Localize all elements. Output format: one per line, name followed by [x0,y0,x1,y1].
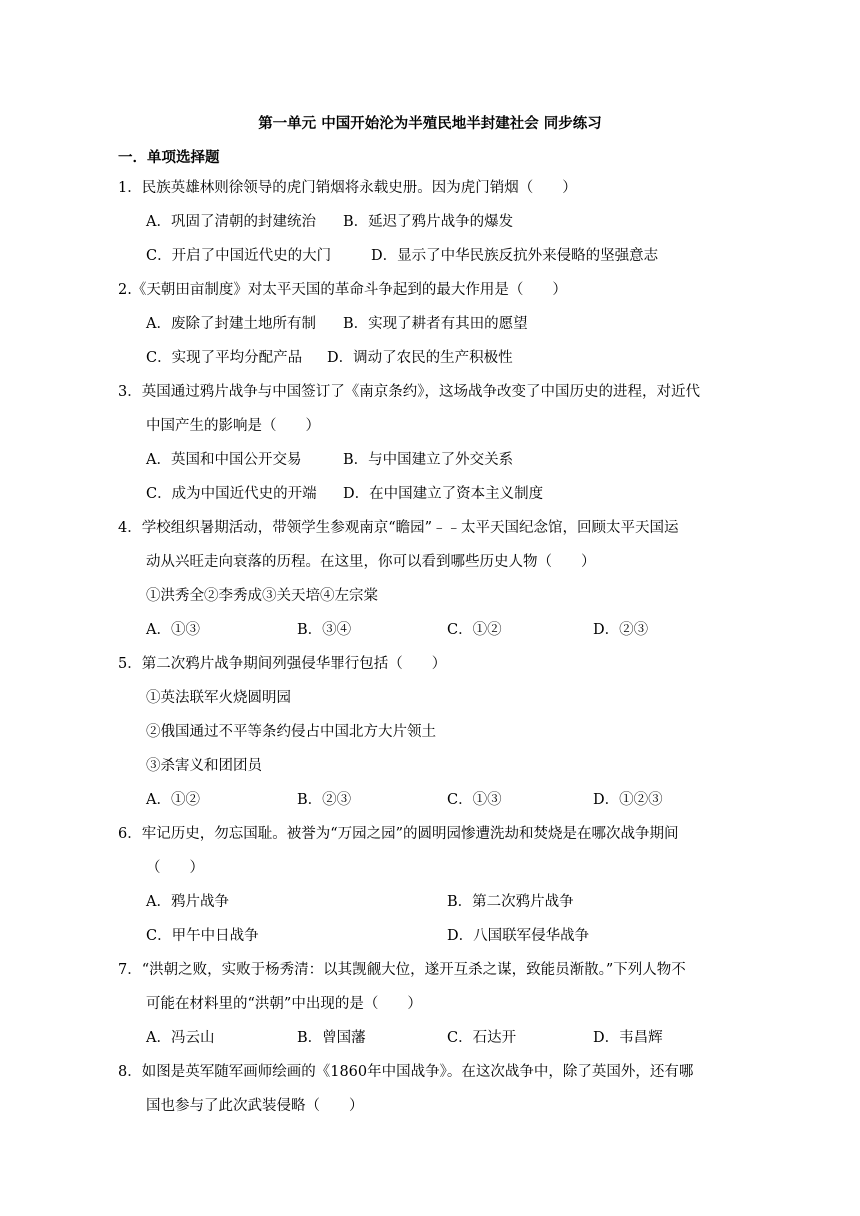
question-2-option-d: D．调动了农民的生产积极性 [327,350,513,366]
question-3-option-c: C．成为中国近代史的开端 [146,486,317,502]
question-4-option-b: B．③④ [297,622,352,638]
question-6-option-d: D．八国联军侵华战争 [447,928,590,944]
question-5-stem: 5．第二次鸦片战争期间列强侵华罪行包括（ ） [118,656,447,672]
question-6-stem-line-2: （ ） [146,860,204,876]
question-1-option-d: D．显示了中华民族反抗外来侵略的坚强意志 [371,248,659,264]
question-5-item-1: ①英法联军火烧圆明园 [146,690,291,706]
question-5-option-a: A．①② [146,792,200,808]
question-5-item-2: ②俄国通过不平等条约侵占中国北方大片领土 [146,724,436,740]
question-1-option-b: B．延迟了鸦片战争的爆发 [343,214,514,230]
question-6-stem-line-1: 6．牢记历史，勿忘国耻。被誉为“万园之园”的圆明园惨遭洗劫和焚烧是在哪次战争期间 [118,826,679,842]
question-4-option-c: C．①② [447,622,502,638]
question-3-option-d: D．在中国建立了资本主义制度 [343,486,544,502]
question-6-option-c: C．甲午中日战争 [146,928,259,944]
question-3-stem-line-1: 3．英国通过鸦片战争与中国签订了《南京条约》，这场战争改变了中国历史的进程，对近代 [118,384,700,400]
question-3-option-a: A．英国和中国公开交易 [146,452,302,468]
question-4-option-a: A．①③ [146,622,200,638]
question-7-stem-line-1: 7．“洪朝之败，实败于杨秀清：以其觊觎大位，遂开互杀之谋，致能员渐散。”下列人物不 [118,962,686,978]
question-4-item-1: ①洪秀全②李秀成③关天培④左宗棠 [146,588,378,604]
question-2-option-a: A．废除了封建土地所有制 [146,316,316,332]
question-4-option-d: D．②③ [593,622,649,638]
page-title: 第一单元 中国开始沦为半殖民地半封建社会 同步练习 [258,116,602,132]
question-8-stem-line-1: 8．如图是英军随军画师绘画的《1860年中国战争》。在这次战争中，除了英国外，还有哪 [118,1064,694,1080]
question-6-option-b: B．第二次鸦片战争 [447,894,574,910]
question-7-option-a: A．冯云山 [146,1030,215,1046]
question-4-stem-line-1: 4．学校组织暑期活动，带领学生参观南京“瞻园”﹣﹣太平天国纪念馆，回顾太平天国运 [118,520,679,536]
question-3-option-b: B．与中国建立了外交关系 [343,452,514,468]
question-6-option-a: A．鸦片战争 [146,894,229,910]
question-5-item-3: ③杀害义和团团员 [146,758,262,774]
question-5-option-c: C．①③ [447,792,502,808]
question-4-stem-line-2: 动从兴旺走向衰落的历程。在这里，你可以看到哪些历史人物（ ） [146,554,596,570]
question-1-stem: 1．民族英雄林则徐领导的虎门销烟将永载史册。因为虎门销烟（ ） [118,180,577,196]
question-7-stem-line-2: 可能在材料里的“洪朝”中出现的是（ ） [146,996,422,1012]
question-2-option-b: B．实现了耕者有其田的愿望 [343,316,528,332]
question-2-stem: 2.《天朝田亩制度》对太平天国的革命斗争起到的最大作用是（ ） [118,282,567,298]
question-1-option-a: A．巩固了清朝的封建统治 [146,214,316,230]
question-5-option-d: D．①②③ [593,792,663,808]
question-3-stem-line-2: 中国产生的影响是（ ） [146,418,320,434]
question-1-option-c: C．开启了中国近代史的大门 [146,248,332,264]
question-5-option-b: B．②③ [297,792,352,808]
question-2-option-c: C．实现了平均分配产品 [146,350,303,366]
question-8-stem-line-2: 国也参与了此次武装侵略（ ） [146,1098,364,1114]
question-7-option-c: C．石达开 [447,1030,517,1046]
section-heading: 一．单项选择题 [118,150,220,166]
question-7-option-b: B．曾国藩 [297,1030,366,1046]
question-7-option-d: D．韦昌辉 [593,1030,663,1046]
